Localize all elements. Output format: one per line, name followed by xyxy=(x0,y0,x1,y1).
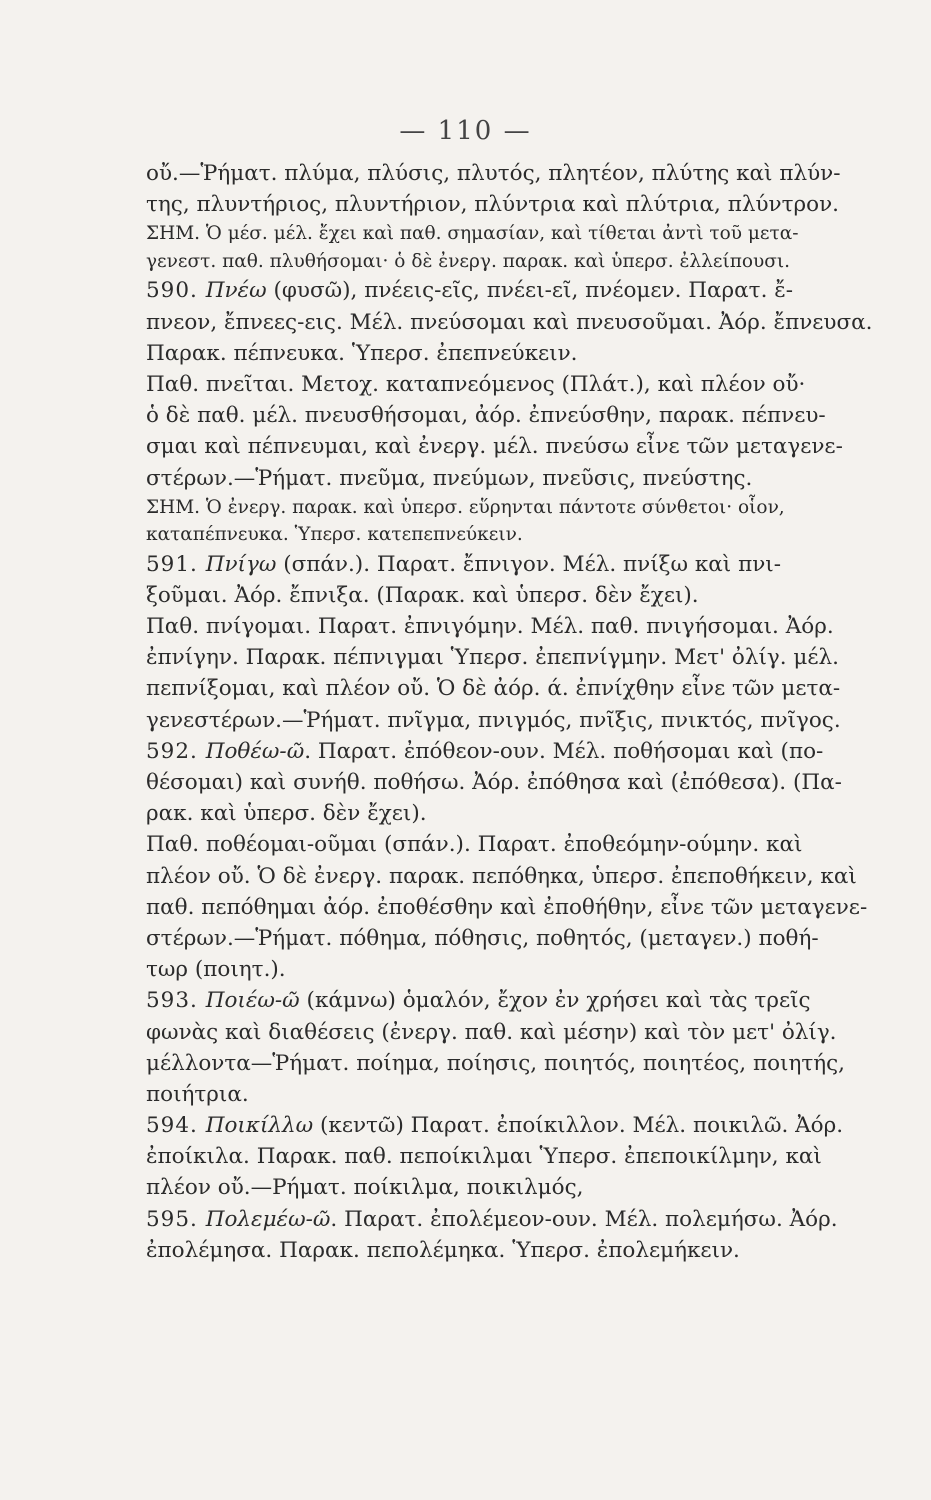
text-line xyxy=(146,642,839,673)
line-text: μέλλοντα—Ῥήματ. ποίημα, ποίησις, ποιητός, ποιητέος, ποιητής, xyxy=(146,1050,846,1076)
text-line xyxy=(146,673,841,704)
text-line xyxy=(146,463,824,494)
line-text: στέρων.—Ῥήματ. πόθημα, πόθησις, ποθητός, (μεταγεν.) ποθή- xyxy=(146,925,819,951)
line-text: θέσομαι) καὶ συνήθ. ποθήσω. Ἀόρ. ἐπόθησα καὶ (ἐπόθεσα). (Πα- xyxy=(146,770,842,795)
line-text: Παθ. πνίγομαι. Παρατ. ἐπνιγόμην. Μέλ. παθ. πνιγήσομαι. Ἀόρ. xyxy=(146,614,834,640)
line-text: πνεον, ἔπνεες-εις. Μέλ. πνεύσομαι καὶ πνευσοῦμαι. Ἀόρ. ἔπνευσα. xyxy=(146,309,873,335)
line-text: τωρ (ποιητ.). xyxy=(146,957,286,983)
line-text: . Παρατ. ἐπολέμεον-ουν. Μέλ. πολεμήσω. Ἀόρ. xyxy=(330,1206,838,1232)
line-text: της, πλυντήριος, πλυντήριον, πλύντρια καὶ πλύτρια, πλύντρον. xyxy=(146,192,839,218)
line-text: (κάμνω) ὁμαλόν, ἔχον ἐν χρήσει καὶ τὰς τρεῖς xyxy=(299,988,811,1014)
line-text: ἐπολέμησα. Παρακ. πεπολέμηκα. Ὑπερσ. ἐπολεμήκειν. xyxy=(146,1237,740,1263)
text-line xyxy=(146,705,841,736)
text-line xyxy=(146,829,824,860)
text-line xyxy=(146,1141,824,1172)
text-line xyxy=(146,400,824,431)
text-line xyxy=(146,248,824,276)
line-text: ΣΗΜ. Ὁ μέσ. μέλ. ἔχει καὶ παθ. σημασίαν, καὶ τίθεται ἀντὶ τοῦ μετα- xyxy=(146,223,799,245)
line-text: πλέον οὔ.—Ρήματ. ποίκιλμα, ποικιλμός, xyxy=(146,1175,584,1201)
text-line xyxy=(146,1079,824,1110)
text-line xyxy=(146,275,824,306)
text-line xyxy=(146,985,824,1016)
text-line xyxy=(146,1235,824,1266)
line-text: ΣΗΜ. Ὁ ἐνεργ. παρακ. καὶ ὑπερσ. εὕρηνται πάντοτε σύνθετοι· οἷον, xyxy=(146,496,785,518)
line-text: πλέον οὔ. Ὁ δὲ ἐνεργ. παρακ. πεπόθηκα, ὑπερσ. ἐπεποθήκειν, καὶ xyxy=(146,863,857,889)
text-line xyxy=(146,369,824,400)
text-line xyxy=(146,736,824,767)
page-number: — 110 — xyxy=(399,116,532,146)
entry-lemma: Πνίγω xyxy=(205,551,277,577)
entry-lemma: Ποιέω-ῶ xyxy=(205,988,300,1014)
line-text: Παθ. πνεῖται. Μετοχ. καταπνεόμενος (Πλάτ.), καὶ πλέον οὔ· xyxy=(146,371,806,397)
text-line xyxy=(146,954,824,985)
text-line xyxy=(146,923,824,954)
text-line xyxy=(146,307,873,338)
text-line xyxy=(146,1017,837,1048)
entry-lemma: Ποικίλλω xyxy=(205,1113,314,1139)
text-line xyxy=(146,1172,824,1203)
text-line xyxy=(146,611,834,642)
entry-number: 594. xyxy=(146,1113,206,1139)
text-body xyxy=(146,158,873,1266)
line-text: ἐπνίγην. Παρακ. πέπνιγμαι Ὑπερσ. ἐπεπνίγμην. Μετ' ὀλίγ. μέλ. xyxy=(146,645,839,671)
line-text: ἐποίκιλα. Παρακ. παθ. πεποίκιλμαι Ὑπερσ. ἐπεποικίλμην, καὶ xyxy=(146,1144,822,1170)
text-line xyxy=(146,338,824,369)
line-text: φωνὰς καὶ διαθέσεις (ἐνεργ. παθ. καὶ μέσην) καὶ τὸν μετ' ὀλίγ. xyxy=(146,1019,837,1045)
line-text: καταπέπνευκα. Ὑπερσ. κατεπεπνεύκειν. xyxy=(146,524,523,546)
line-text: Παθ. ποθέομαι-οῦμαι (σπάν.). Παρατ. ἐποθεόμην-ούμην. καὶ xyxy=(146,832,803,858)
text-line xyxy=(146,892,868,923)
line-text: σμαι καὶ πέπνευμαι, καὶ ἐνεργ. μέλ. πνεύσω εἶνε τῶν μεταγενε- xyxy=(146,434,843,460)
entry-number: 593. xyxy=(146,988,206,1014)
text-line xyxy=(146,549,824,580)
text-line xyxy=(146,798,824,829)
text-line xyxy=(146,220,824,248)
line-text: ξοῦμαι. Ἀόρ. ἔπνιξα. (Παρακ. καὶ ὑπερσ. δὲν ἔχει). xyxy=(146,582,699,608)
text-line xyxy=(146,1048,846,1079)
line-text: (φυσῶ), πνέεις-εῖς, πνέει-εῖ, πνέομεν. Παρατ. ἔ- xyxy=(266,278,794,304)
text-line xyxy=(146,1204,838,1235)
line-text: γενεστέρων.—Ῥήματ. πνῖγμα, πνιγμός, πνῖξις, πνικτός, πνῖγος. xyxy=(146,707,841,733)
text-line xyxy=(146,494,824,522)
text-line xyxy=(146,189,839,220)
line-text: (κεντῶ) Παρατ. ἐποίκιλλον. Μέλ. ποικιλῶ. Ἀόρ. xyxy=(313,1113,844,1139)
line-text: πεπνίξομαι, καὶ πλέον οὔ. Ὁ δὲ ἀόρ. ά. ἐπνίχθην εἶνε τῶν μετα- xyxy=(146,676,841,702)
text-line xyxy=(146,580,824,611)
line-text: γενεστ. παθ. πλυθήσομαι· ὁ δὲ ἐνεργ. παρακ. καὶ ὑπερσ. ἐλλείπουσι. xyxy=(146,250,791,272)
line-text: ποιήτρια. xyxy=(146,1081,249,1107)
entry-lemma: Ποθέω-ῶ xyxy=(205,738,305,764)
entry-number: 592. xyxy=(146,738,206,764)
line-text: . Παρατ. ἐπόθεον-ουν. Μέλ. ποθήσομαι καὶ (πο- xyxy=(304,738,824,764)
entry-lemma: Πολεμέω-ῶ xyxy=(205,1206,331,1232)
line-text: ρακ. καὶ ὑπερσ. δὲν ἔχει). xyxy=(146,801,427,827)
text-line xyxy=(146,431,843,462)
text-line xyxy=(146,521,824,549)
entry-lemma: Πνέω xyxy=(205,278,267,304)
line-text: στέρων.—Ῥήματ. πνεῦμα, πνεύμων, πνεῦσις, πνεύστης. xyxy=(146,465,753,491)
line-text: (σπάν.). Παρατ. ἔπνιγον. Μέλ. πνίξω καὶ πνι- xyxy=(276,551,781,577)
text-line xyxy=(146,861,857,892)
entry-number: 595. xyxy=(146,1206,206,1232)
entry-number: 591. xyxy=(146,551,206,577)
line-text: οὔ.—Ῥήματ. πλύμα, πλύσις, πλυτός, πλητέον, πλύτης καὶ πλύν- xyxy=(146,161,841,186)
text-line xyxy=(146,158,841,189)
line-text: ὁ δὲ παθ. μέλ. πνευσθήσομαι, ἀόρ. ἐπνεύσθην, παρακ. πέπνευ- xyxy=(146,403,826,429)
line-text: παθ. πεπόθημαι ἀόρ. ἐποθέσθην καὶ ἐποθήθην, εἶνε τῶν μεταγενε- xyxy=(146,894,868,920)
text-line xyxy=(146,1110,844,1141)
entry-number: 590. xyxy=(146,278,206,304)
line-text: Παρακ. πέπνευκα. Ὑπερσ. ἐπεπνεύκειν. xyxy=(146,340,578,366)
text-line xyxy=(146,767,842,798)
